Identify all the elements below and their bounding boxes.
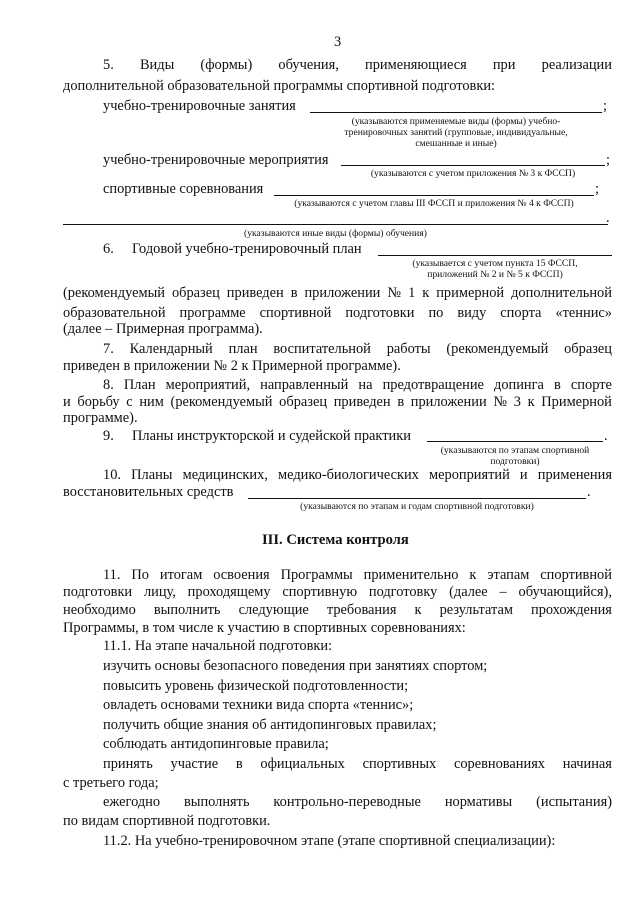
word: результатам [439,602,513,618]
word: 7. [103,341,114,357]
word: медицинских, [182,467,268,483]
word: приведен [226,285,284,301]
item-9-number: 9. [103,428,114,444]
word: требования [326,602,397,618]
line-end-punct: . [587,484,591,500]
item-6-line-2 [63,284,612,302]
item-7-line-2: приведен в приложении № 2 к Примерной программе). [63,358,401,374]
word: к [414,602,422,618]
item-10-note: (указываются по этапам и годам спортивной подготовки) [300,501,534,512]
word: обучения, [278,57,339,73]
word: дополнительной [511,285,612,301]
word: контрольно-переводные [273,794,421,810]
word: образец [279,394,328,410]
item-number: 5. [103,57,114,73]
word: спортивной [540,567,612,583]
word: борьбу [77,394,120,410]
word: мероприятий, [165,377,251,393]
word: 8. [103,377,114,393]
word: лицу, [143,584,176,600]
word: Календарный [129,341,213,357]
word: допинга [494,377,544,393]
word: прохождения [531,602,612,618]
word: спортивной [259,305,332,321]
line-end-punct: . [606,210,610,226]
word: необходимо [63,602,136,618]
word: принять [103,756,153,772]
requirement-item: повысить уровень физической подготовленности; [103,678,409,694]
word: на [358,377,373,393]
word: образец [171,285,220,301]
word: примерной [436,285,505,301]
requirement-item-continuation: с третьего года; [63,775,159,791]
requirement-item-continuation: по видам спортивной подготовки. [63,813,271,829]
word: ним [139,394,164,410]
word: спортивную [282,584,358,600]
word: нормативы [444,794,513,810]
word: подготовки [345,305,415,321]
fill-in-line [310,112,602,113]
word: к [469,567,477,583]
word: в [397,394,405,410]
item-11-1-title: 11.1. На этапе начальной подготовки: [103,638,333,654]
word: № [493,394,508,410]
item-6-line-4: (далее – Примерная программа). [63,321,263,337]
item-5-sub-2-label: учебно-тренировочные мероприятия [103,152,329,168]
word: – [499,584,507,600]
requirement-item: овладеть основами техники вида спорта «теннис»; [103,697,414,713]
item-5-other-note: (указываются иные виды (формы) обучения) [244,228,427,239]
item-6-note [378,258,612,280]
word: (далее [449,584,488,600]
item-11-line-2 [63,583,612,601]
item-8-line-3: программе). [63,410,138,426]
word: подготовки [63,584,133,600]
word: по [428,305,444,321]
fill-in-line [427,441,603,442]
word: предотвращение [382,377,484,393]
word: виду [457,305,487,321]
word: применяющиеся [365,57,467,73]
fill-in-line [341,165,605,166]
word: Планы [131,467,173,483]
fill-in-line [378,255,612,256]
word: к [422,285,430,301]
note-line: тренировочных занятий (групповые, индивидуальные, [344,127,568,138]
requirement-item: соблюдать антидопинговые правила; [103,736,329,752]
item-8-line-2 [63,393,612,411]
item-10-line-2: восстановительных средств [63,484,234,500]
item-11-line-3 [63,601,612,619]
line-end-punct: ; [606,152,610,168]
word: ежегодно [103,794,161,810]
word: участие [170,756,219,772]
word: в [554,377,561,393]
word: с [126,394,133,410]
word: выполнять [183,794,250,810]
word: соревнованиях [453,756,546,772]
item-11-line-4: Программы, в том числе к участию в спортивных соревнованиях: [63,620,466,636]
item-9-label: Планы инструкторской и судейской практики [132,428,411,444]
word: спортивных [362,756,437,772]
word: № [387,285,402,301]
word: применения [537,467,612,483]
note-line: подготовки) [490,456,540,467]
word: этапам [487,567,530,583]
item-6-number: 6. [103,241,114,257]
word: 11. [103,567,121,583]
item-5-sub-3-label: спортивные соревнования [103,181,264,197]
fill-in-line [274,195,594,196]
word: итогам [159,567,203,583]
fill-in-line [63,224,608,225]
item-5-sub-1-label: учебно-тренировочные занятия [103,98,296,114]
note-line: (указываются применяемые виды (формы) учебно- [351,116,561,127]
word: медико-биологических [278,467,419,483]
word: Виды [139,57,175,73]
word: По [131,567,149,583]
note-line: (указываются по этапам спортивной [440,445,590,456]
line-end-punct: ; [603,98,607,114]
item-5-line-1 [103,56,612,74]
word: Программы [280,567,353,583]
word: работы [386,341,431,357]
requirement-item: изучить основы безопасного поведения при занятиях спортом; [103,658,488,674]
word: и [519,467,528,483]
word: образец [564,341,612,357]
word: при [492,57,516,73]
page-number: 3 [334,34,342,50]
word: в [235,756,243,772]
word: (рекомендуемый [446,341,549,357]
word: следующие [238,602,309,618]
requirement-item: получить общие знания об антидопинговых правилах; [103,717,437,733]
requirement-item [103,793,612,811]
word: официальных [260,756,345,772]
word: проходящему [187,584,271,600]
item-5-line-2: дополнительной образовательной программы спортивной подготовки: [63,78,496,94]
word: 3 [513,394,521,410]
word: выполнить [153,602,221,618]
word: начиная [562,756,612,772]
word: (формы) [200,57,253,73]
word: к [527,394,535,410]
word: программе [179,305,246,321]
word: «теннис» [555,305,612,321]
requirement-item [103,755,612,773]
word: спорте [570,377,612,393]
word: направленный [260,377,349,393]
word: план [228,341,258,357]
word: приложении [304,285,381,301]
word: обучающийся), [518,584,612,600]
item-11-2-title: 11.2. На учебно-тренировочном этапе (этапе спортивной специализации): [103,833,556,849]
item-5-sub-1-note [310,116,602,149]
item-9-note [427,445,603,467]
line-end-punct: ; [595,181,599,197]
item-11-line-1 [103,566,612,584]
item-5-sub-2-note: (указываются с учетом приложения № 3 к ФССП) [370,168,576,179]
item-6-label: Годовой учебно-тренировочный план [132,241,362,257]
note-line: приложений № 2 и № 5 к ФССП) [427,269,563,280]
item-5-sub-3-note: (указываются с учетом главы III ФССП и приложения № 4 к ФССП) [294,198,574,209]
word: приведен [333,394,391,410]
section-heading: III. Система контроля [262,532,409,548]
word: (испытания) [536,794,612,810]
word: спорта [500,305,542,321]
word: образовательной [63,305,166,321]
word: воспитательной [273,341,371,357]
word: План [123,377,156,393]
word: мероприятий [429,467,510,483]
word: применительно [363,567,459,583]
item-8-line-1 [103,376,612,394]
fill-in-line [248,498,586,499]
item-10-line-1 [103,466,612,484]
item-7-line-1 [103,340,612,358]
word: Примерной [541,394,612,410]
word: подготовку [368,584,438,600]
word: приложении [410,394,487,410]
note-line: смешанные и иные) [415,138,497,149]
word: реализации [541,57,612,73]
word: 1 [408,285,416,301]
word: (рекомендуемый [170,394,273,410]
line-end-punct: . [604,428,608,444]
note-line: (указывается с учетом пункта 15 ФССП, [412,258,578,269]
word: (рекомендуемый [63,285,165,301]
word: и [63,394,71,410]
word: в [290,285,298,301]
word: освоения [213,567,270,583]
word: 10. [103,467,121,483]
